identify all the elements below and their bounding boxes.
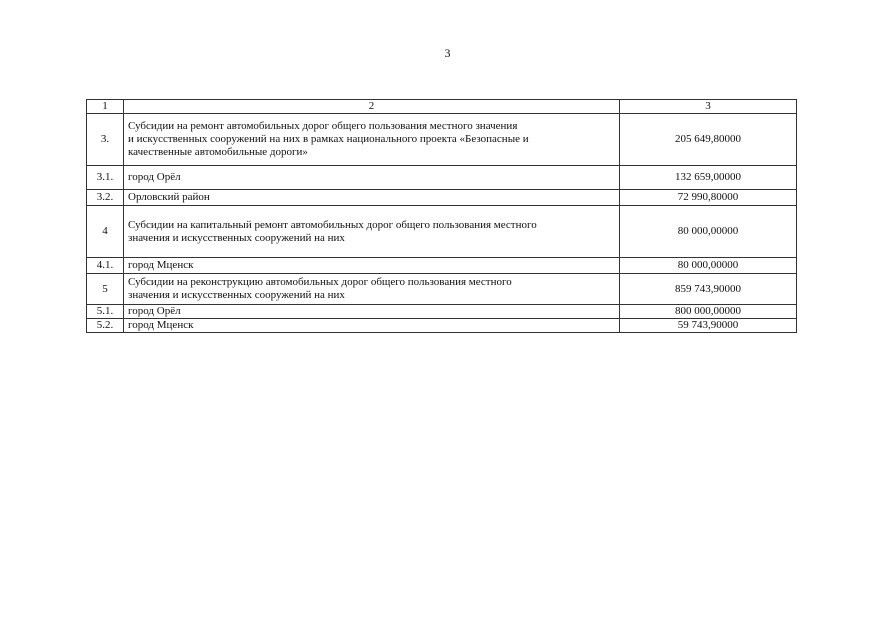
row-number: 5	[87, 274, 124, 305]
column-number-2: 2	[124, 100, 620, 114]
row-number: 3.2.	[87, 190, 124, 206]
table-row	[87, 274, 797, 305]
description-line: значения и искусственных сооружений на них	[128, 289, 345, 301]
table-row	[87, 206, 797, 258]
row-description	[124, 258, 620, 274]
page-number: 3	[444, 46, 451, 60]
row-description	[124, 319, 620, 333]
row-number: 3.1.	[87, 166, 124, 190]
description-line: Орловский район	[128, 191, 210, 203]
row-description	[124, 166, 620, 190]
table-header-row	[87, 100, 797, 114]
row-description	[124, 274, 620, 305]
row-description	[124, 114, 620, 166]
row-amount: 80 000,00000	[620, 206, 797, 258]
description-line: Субсидии на капитальный ремонт автомобильных дорог общего пользования местного	[128, 218, 537, 231]
row-description	[124, 206, 620, 258]
table-row	[87, 258, 797, 274]
row-number: 4.1.	[87, 258, 124, 274]
column-number-3: 3	[620, 100, 797, 114]
row-number: 4	[87, 206, 124, 258]
table-row	[87, 166, 797, 190]
row-amount: 72 990,80000	[620, 190, 797, 206]
table-row	[87, 190, 797, 206]
row-description	[124, 305, 620, 319]
row-amount: 859 743,90000	[620, 274, 797, 305]
row-amount: 205 649,80000	[620, 114, 797, 166]
row-description	[124, 190, 620, 206]
column-number-1: 1	[87, 100, 124, 114]
description-line: город Мценск	[128, 319, 194, 331]
row-amount: 80 000,00000	[620, 258, 797, 274]
row-amount: 59 743,90000	[620, 319, 797, 333]
table-row	[87, 319, 797, 333]
description-line: Субсидии на реконструкцию автомобильных дорог общего пользования местного	[128, 276, 512, 288]
row-number: 5.2.	[87, 319, 124, 333]
table-row	[87, 305, 797, 319]
description-line: город Орёл	[128, 171, 181, 183]
description-line: Субсидии на ремонт автомобильных дорог общего пользования местного значения	[128, 120, 518, 132]
row-number: 5.1.	[87, 305, 124, 319]
table-row	[87, 114, 797, 166]
description-line: качественные автомобильные дороги»	[128, 146, 308, 158]
description-line: город Орёл	[128, 305, 181, 317]
description-line: город Мценск	[128, 259, 194, 271]
subsidy-table	[86, 99, 797, 333]
row-amount: 800 000,00000	[620, 305, 797, 319]
row-amount: 132 659,00000	[620, 166, 797, 190]
row-number: 3.	[87, 114, 124, 166]
description-line: значения и искусственных сооружений на них	[128, 231, 345, 244]
description-line: и искусственных сооружений на них в рамках национального проекта «Безопасные и	[128, 133, 529, 145]
